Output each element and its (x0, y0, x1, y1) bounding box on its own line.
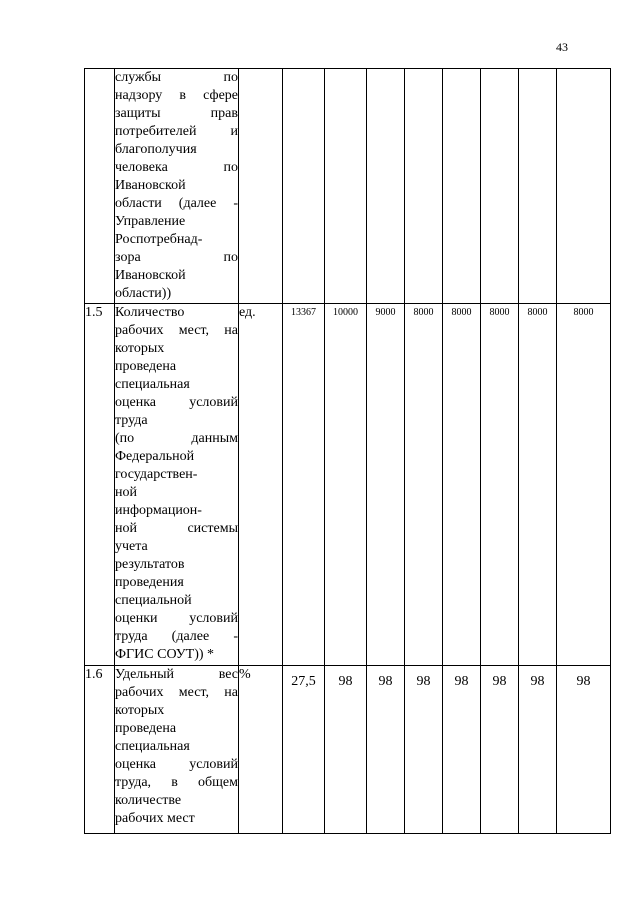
value-cell: 98 (557, 666, 611, 834)
name-line: потребителей и (115, 124, 238, 139)
value-cell: 8000 (519, 304, 557, 666)
name-line: государствен- (115, 467, 198, 482)
value-cell (283, 69, 325, 304)
name-line: рабочих мест, на (115, 685, 238, 700)
name-line: оценка условий (115, 395, 238, 410)
indicator-name-cell (115, 666, 239, 834)
unit-cell: ед. (239, 304, 283, 666)
row-number-cell: 1.6 (85, 666, 115, 834)
indicators-table (84, 68, 611, 834)
name-line: человека по (115, 160, 238, 175)
value-cell (481, 69, 519, 304)
name-line: Федеральной (115, 449, 195, 464)
value-cell: 98 (443, 666, 481, 834)
name-line: ной (115, 485, 137, 500)
name-line: оценка условий (115, 757, 238, 772)
name-line: службы по (115, 70, 238, 85)
name-line: (по данным (115, 431, 238, 446)
name-line: благополучия (115, 142, 197, 157)
name-line: защиты прав (115, 106, 238, 121)
unit-cell: % (239, 666, 283, 834)
name-line: труда, в общем (115, 775, 238, 790)
name-line: результатов (115, 557, 185, 572)
value-cell: 98 (367, 666, 405, 834)
value-cell (557, 69, 611, 304)
value-cell: 8000 (557, 304, 611, 666)
name-line: ФГИС СОУТ)) * (115, 647, 215, 662)
name-line: проведена (115, 359, 177, 374)
value-cell: 98 (481, 666, 519, 834)
value-cell (443, 69, 481, 304)
value-cell (367, 69, 405, 304)
name-line: Количество (115, 305, 185, 320)
value-cell: 8000 (405, 304, 443, 666)
name-line: Роспотребнад- (115, 232, 203, 247)
table-row (85, 304, 611, 666)
row-number-cell (85, 69, 115, 304)
name-line: специальная (115, 739, 190, 754)
name-line: специальная (115, 377, 190, 392)
value-cell: 98 (519, 666, 557, 834)
name-line: области)) (115, 286, 172, 301)
page-number: 43 (556, 40, 568, 54)
name-line: информацион- (115, 503, 202, 518)
name-line: Управление (115, 214, 186, 229)
value-cell: 10000 (325, 304, 367, 666)
name-line: области (далее - (115, 196, 238, 211)
value-cell: 13367 (283, 304, 325, 666)
name-line: Удельный вес (115, 667, 238, 682)
name-line: проведена (115, 721, 177, 736)
unit-cell (239, 69, 283, 304)
value-cell: 8000 (443, 304, 481, 666)
row-number-cell: 1.5 (85, 304, 115, 666)
name-line: учета (115, 539, 148, 554)
name-line: труда (115, 413, 148, 428)
name-line: рабочих мест (115, 811, 195, 826)
indicator-name-cell (115, 69, 239, 304)
value-cell (519, 69, 557, 304)
value-cell: 98 (405, 666, 443, 834)
value-cell: 27,5 (283, 666, 325, 834)
name-line: которых (115, 341, 165, 356)
name-line: Ивановской (115, 178, 186, 193)
name-line: специальной (115, 593, 192, 608)
value-cell: 8000 (481, 304, 519, 666)
value-cell (325, 69, 367, 304)
name-line: проведения (115, 575, 184, 590)
value-cell: 98 (325, 666, 367, 834)
table-row (85, 666, 611, 834)
indicator-name-cell (115, 304, 239, 666)
value-cell (405, 69, 443, 304)
name-line: зора по (115, 250, 238, 265)
name-line: труда (далее - (115, 629, 238, 644)
value-cell: 9000 (367, 304, 405, 666)
name-line: ной системы (115, 521, 238, 536)
name-line: Ивановской (115, 268, 186, 283)
name-line: рабочих мест, на (115, 323, 238, 338)
table-row (85, 69, 611, 304)
name-line: надзору в сфере (115, 88, 238, 103)
name-line: которых (115, 703, 165, 718)
name-line: оценки условий (115, 611, 238, 626)
name-line: количестве (115, 793, 182, 808)
